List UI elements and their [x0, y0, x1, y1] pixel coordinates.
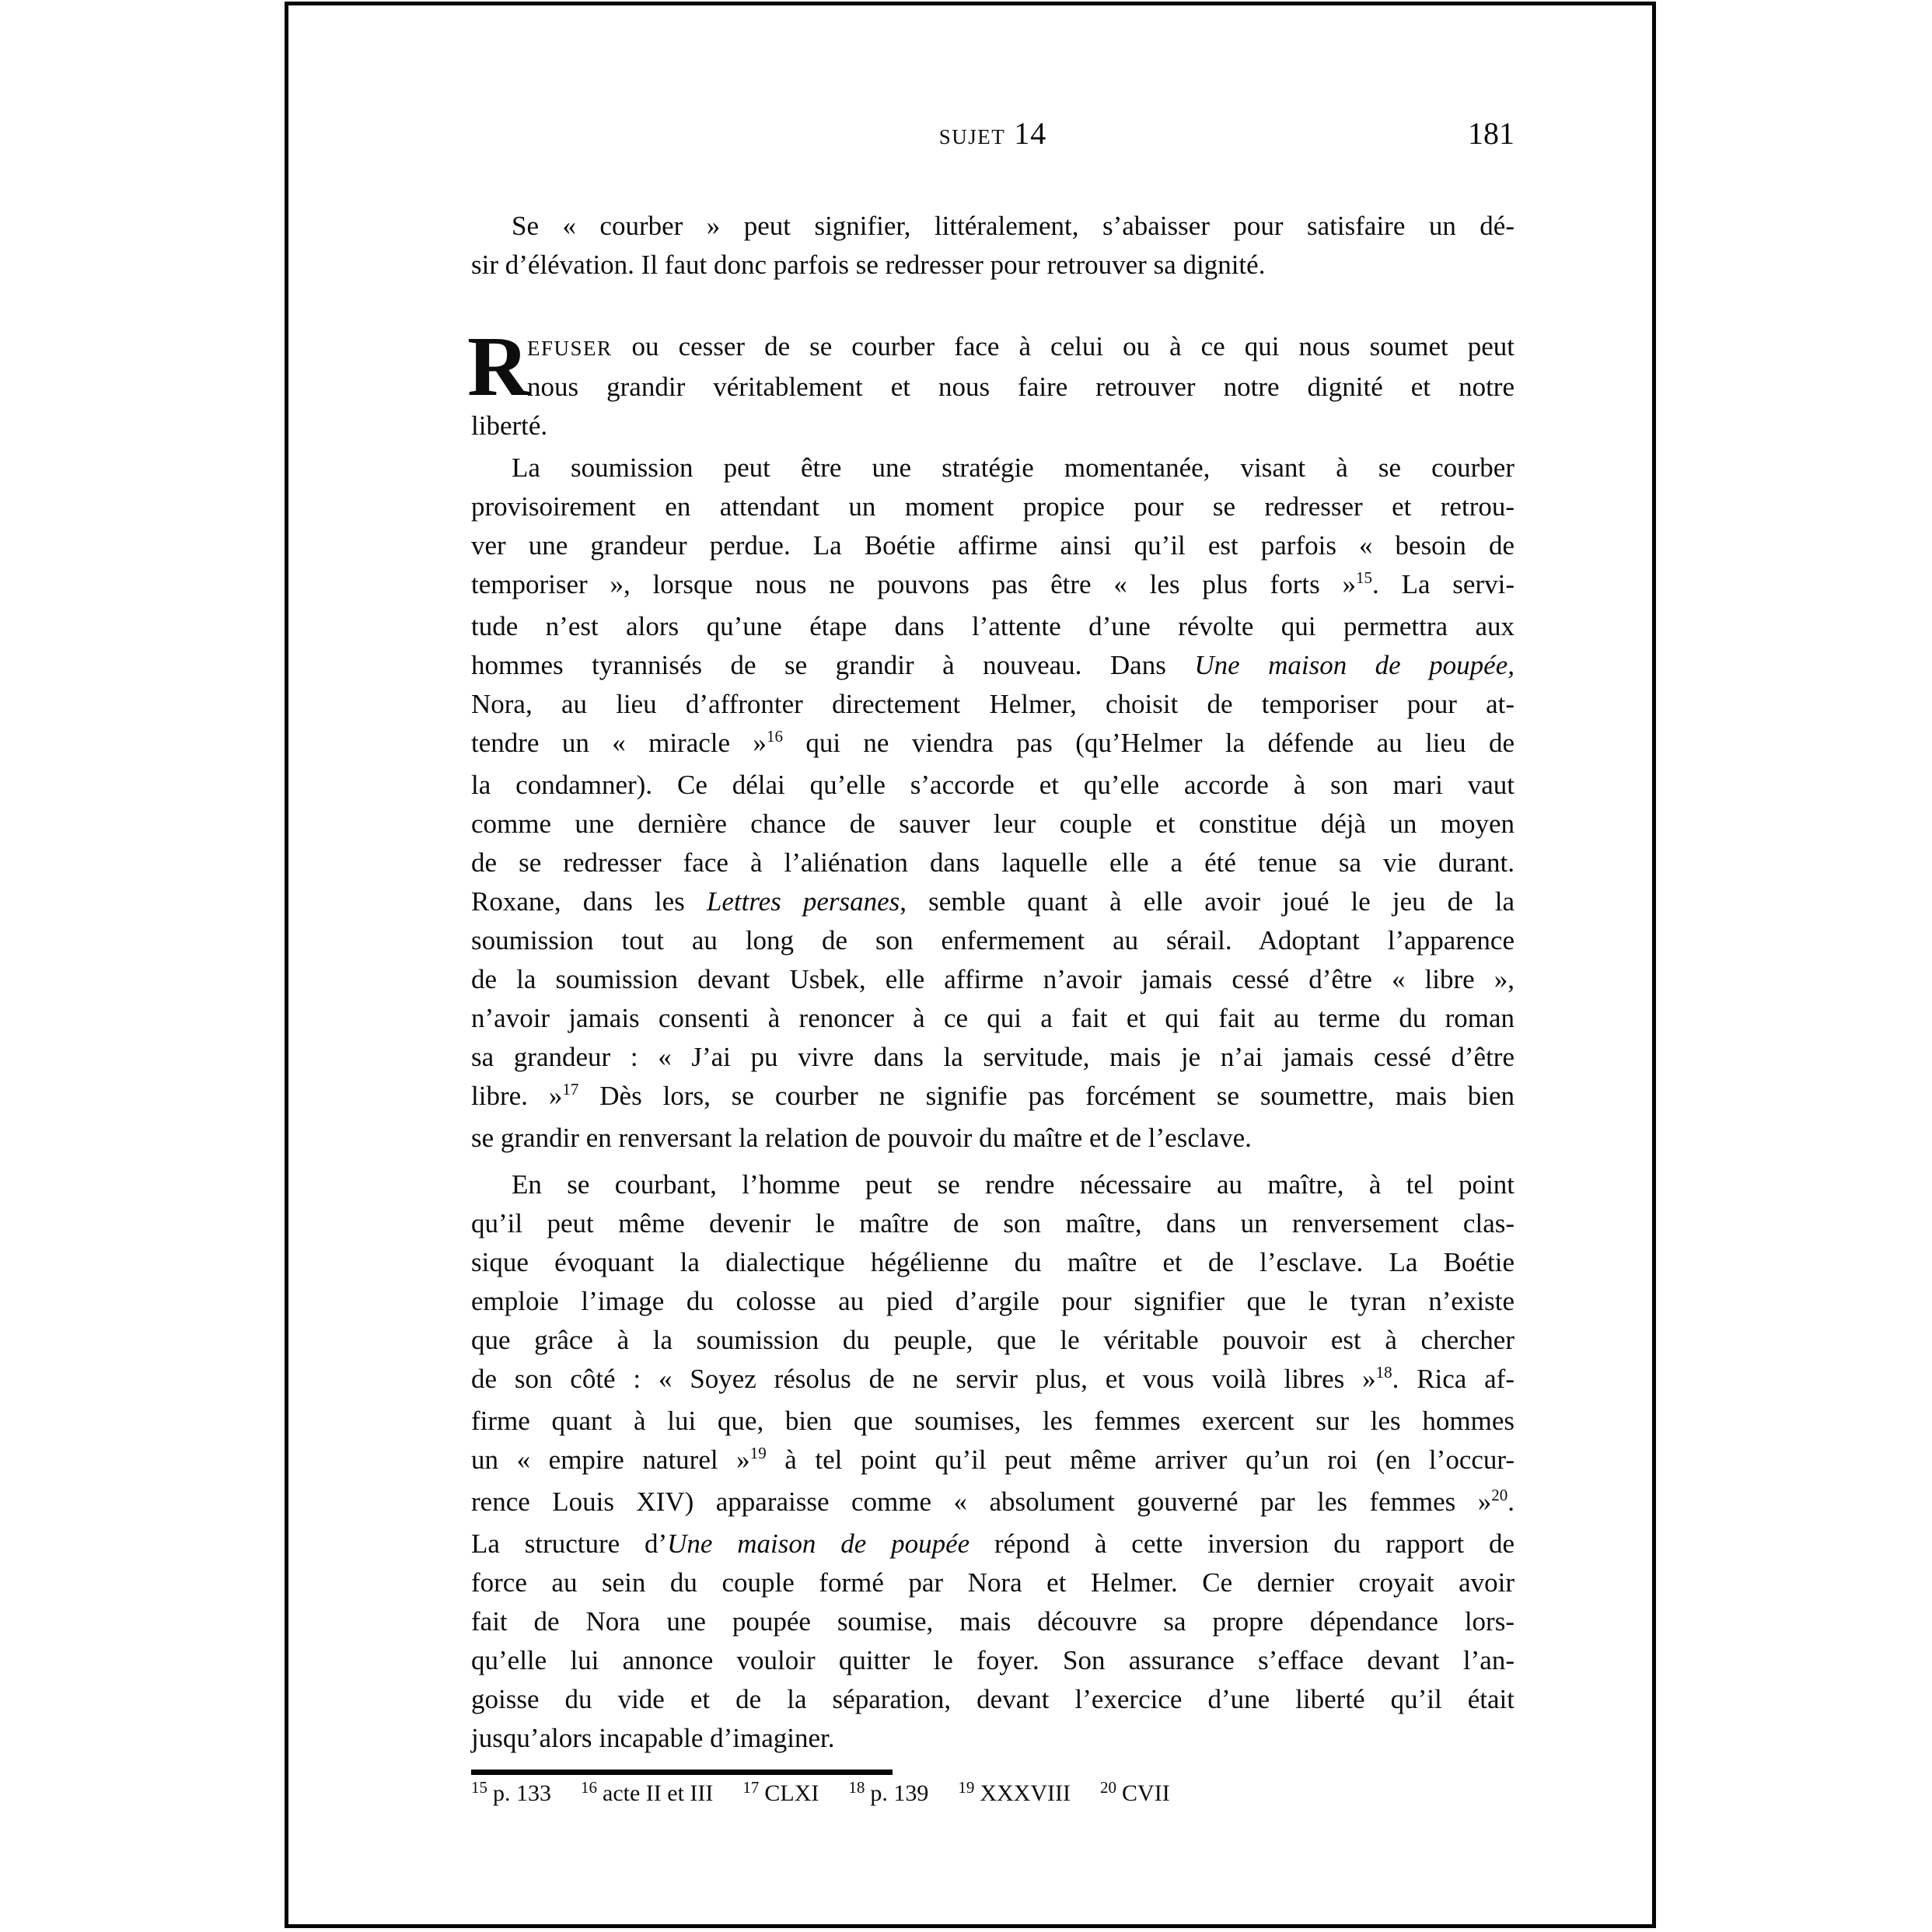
text-line	[471, 449, 1515, 487]
italic-title: Lettres persanes	[706, 886, 900, 917]
italic-title: Une maison de poupée,	[1194, 650, 1515, 680]
text-segment: La soumission peut être une stratégie momentanée, visant à se courber	[512, 452, 1515, 483]
body-paragraph-2	[471, 1165, 1515, 1758]
footnote-number: 17	[742, 1778, 760, 1797]
text-segment: qui ne viendra pas (qu’Helmer la défende au lieu de	[782, 728, 1515, 758]
footnote-item	[471, 1777, 551, 1812]
opening-paragraph	[467, 319, 1515, 445]
text-line	[471, 1321, 1515, 1360]
text-segment: qu’elle lui annonce vouloir quitter le foyer. Son assurance s’efface devant l’an-	[471, 1645, 1515, 1675]
text-segment: n’avoir jamais consenti à renoncer à ce qui a fait et qui fait au terme du roman	[471, 1003, 1515, 1033]
text-segment: tendre un « miracle »	[471, 728, 767, 758]
text-segment: répond à cette inversion du rapport de	[969, 1528, 1515, 1559]
text-line	[471, 1204, 1515, 1243]
text-line	[471, 407, 1515, 445]
running-head	[471, 114, 1515, 153]
text-segment: la condamner). Ce délai qu’elle s’accorde et qu’elle accorde à son mari vaut	[471, 770, 1515, 800]
footnote-text: CVII	[1122, 1780, 1170, 1806]
text-segment: sir d’élévation. Il faut donc parfois se redresser pour retrouver sa dignité.	[471, 250, 1266, 280]
footnote-number: 15	[471, 1778, 487, 1797]
text-segment: Se « courber » peut signifier, littéralement, s’abaisser pour satisfaire un dé-	[512, 211, 1515, 241]
text-line	[471, 1525, 1515, 1563]
footnote-item	[848, 1777, 928, 1812]
text-segment: goisse du vide et de la séparation, devant l’exercice d’une liberté qu’il était	[471, 1684, 1515, 1714]
footnote-text: XXXVIII	[980, 1780, 1071, 1806]
text-line	[471, 1038, 1515, 1077]
text-segment: que grâce à la soumission du peuple, que le véritable pouvoir est à chercher	[471, 1325, 1515, 1355]
text-segment: se grandir en renversant la relation de pouvoir du maître et de l’esclave.	[471, 1123, 1252, 1153]
footnote-rule	[471, 1770, 893, 1775]
body-paragraph-1	[471, 449, 1515, 1158]
text-segment: . La servi-	[1372, 569, 1515, 599]
footnote-item	[1100, 1777, 1170, 1812]
text-segment: soumission tout au long de son enfermement au sérail. Adoptant l’apparence	[471, 925, 1515, 956]
text-segment: libre. »	[471, 1081, 563, 1111]
text-line	[471, 999, 1515, 1038]
text-line	[471, 685, 1515, 724]
text-line	[471, 1441, 1515, 1483]
text-line	[471, 607, 1515, 646]
text-line	[471, 327, 1515, 368]
text-line	[471, 207, 1515, 246]
text-segment: ou cesser de se courber face à celui ou à ce qui nous soumet peut	[612, 331, 1515, 362]
footnote-reference: 16	[766, 727, 783, 746]
text-segment: liberté.	[471, 411, 548, 441]
footnote-text: acte II et III	[603, 1780, 714, 1806]
text-line	[471, 724, 1515, 766]
text-segment: qu’il peut même devenir le maître de son maître, dans un renversement clas-	[471, 1208, 1515, 1239]
text-line	[471, 1165, 1515, 1204]
footnote-number: 19	[958, 1778, 975, 1797]
text-segment: . Rica af-	[1392, 1364, 1515, 1394]
footnote-reference: 15	[1356, 568, 1373, 587]
text-line	[471, 1483, 1515, 1525]
text-line	[471, 766, 1515, 805]
text-segment: provisoirement en attendant un moment propice pour se redresser et retrou-	[471, 491, 1515, 522]
text-segment: Roxane, dans les	[471, 886, 707, 917]
text-segment: 14	[1005, 116, 1047, 151]
footnote-number: 16	[581, 1778, 597, 1797]
text-segment: sique évoquant la dialectique hégélienne du maître et de l’esclave. La Boétie	[471, 1247, 1515, 1277]
text-line	[471, 1402, 1515, 1441]
text-line	[471, 960, 1515, 999]
footnote-item	[581, 1777, 713, 1812]
text-segment: emploie l’image du colosse au pied d’argile pour signifier que le tyran n’existe	[471, 1286, 1515, 1316]
text-line	[471, 921, 1515, 960]
text-segment: jusqu’alors incapable d’imaginer.	[471, 1723, 835, 1753]
footnote-reference: 20	[1491, 1486, 1508, 1504]
text-line	[471, 1602, 1515, 1641]
text-line	[471, 1077, 1515, 1119]
text-segment: comme une dernière chance de sauver leur couple et constitue déjà un moyen	[471, 809, 1515, 839]
drop-cap-letter: R	[467, 319, 529, 414]
text-segment: temporiser », lorsque nous ne pouvons pas être « les plus forts »	[471, 569, 1357, 599]
text-line	[471, 1680, 1515, 1719]
text-segment: tude n’est alors qu’une étape dans l’attente d’une révolte qui permettra aux	[471, 611, 1515, 641]
text-segment: hommes tyrannisés de se grandir à nouveau. Dans	[471, 650, 1195, 680]
text-segment: En se courbant, l’homme peut se rendre nécessaire au maître, à tel point	[512, 1169, 1515, 1200]
text-segment: rence Louis XIV) apparaisse comme « absolument gouverné par les femmes »	[471, 1487, 1492, 1517]
text-segment: fait de Nora une poupée soumise, mais découvre sa propre dépendance lors-	[471, 1606, 1515, 1637]
page-number: 181	[1468, 116, 1515, 151]
text-segment: de la soumission devant Usbek, elle affirme n’avoir jamais cessé d’être « libre »,	[471, 964, 1515, 994]
text-line	[471, 646, 1515, 685]
text-line	[471, 1360, 1515, 1402]
italic-title: Une maison de poupée	[667, 1528, 970, 1559]
footnote-reference: 18	[1375, 1363, 1392, 1382]
text-segment: un « empire naturel »	[471, 1445, 750, 1475]
text-segment: de son côté : « Soyez résolus de ne servir plus, et vous voilà libres »	[471, 1364, 1376, 1394]
text-line	[471, 565, 1515, 607]
text-segment: nous grandir véritablement et nous faire retrouver notre dignité et notre	[527, 372, 1515, 402]
book-page	[285, 2, 1656, 1928]
text-segment: firme quant à lui que, bien que soumises, les femmes exercent sur les hommes	[471, 1406, 1515, 1436]
text-line	[471, 805, 1515, 844]
text-line	[471, 1243, 1515, 1282]
text-line	[471, 844, 1515, 882]
text-segment: de se redresser face à l’aliénation dans laquelle elle a été tenue sa vie durant.	[471, 847, 1515, 878]
text-line	[471, 1719, 1515, 1758]
text-line	[471, 368, 1515, 407]
text-line	[471, 882, 1515, 921]
text-segment: , semble quant à elle avoir joué le jeu de la	[900, 886, 1515, 917]
section-heading	[471, 114, 1515, 156]
footnotes	[471, 1777, 1515, 1812]
text-segment: Nora, au lieu d’affronter directement Helmer, choisit de temporiser pour at-	[471, 689, 1515, 719]
footnote-text: p. 139	[870, 1780, 929, 1806]
text-segment: force au sein du couple formé par Nora et Helmer. Ce dernier croyait avoir	[471, 1567, 1515, 1598]
text-line	[471, 487, 1515, 526]
footnote-item	[742, 1777, 819, 1812]
footnote-reference: 17	[562, 1080, 579, 1099]
text-line	[471, 246, 1515, 285]
text-segment: sa grandeur : « J’ai pu vivre dans la servitude, mais je n’ai jamais cessé d’être	[471, 1042, 1515, 1072]
text-segment: à tel point qu’il peut même arriver qu’un roi (en l’occur-	[766, 1445, 1515, 1475]
text-line	[471, 526, 1515, 565]
footnote-number: 18	[848, 1778, 865, 1797]
smallcaps-text: EFUSER	[527, 337, 613, 360]
text-segment: .	[1508, 1487, 1515, 1517]
smallcaps-text: SUJET	[938, 125, 1006, 148]
text-line	[471, 1282, 1515, 1321]
footnote-number: 20	[1100, 1778, 1117, 1797]
text-segment: ver une grandeur perdue. La Boétie affirme ainsi qu’il est parfois « besoin de	[471, 530, 1515, 561]
text-line	[471, 1119, 1515, 1158]
footnote-item	[958, 1777, 1071, 1812]
footnote-reference: 19	[749, 1444, 767, 1462]
text-segment: La structure d’	[471, 1528, 668, 1559]
text-line	[471, 1641, 1515, 1680]
footnote-text: p. 133	[493, 1780, 551, 1806]
text-line	[471, 1563, 1515, 1602]
text-segment: Dès lors, se courber ne signifie pas forcément se soumettre, mais bien	[578, 1081, 1515, 1111]
footnote-text: CLXI	[764, 1780, 819, 1806]
epigraph-paragraph	[471, 207, 1515, 285]
